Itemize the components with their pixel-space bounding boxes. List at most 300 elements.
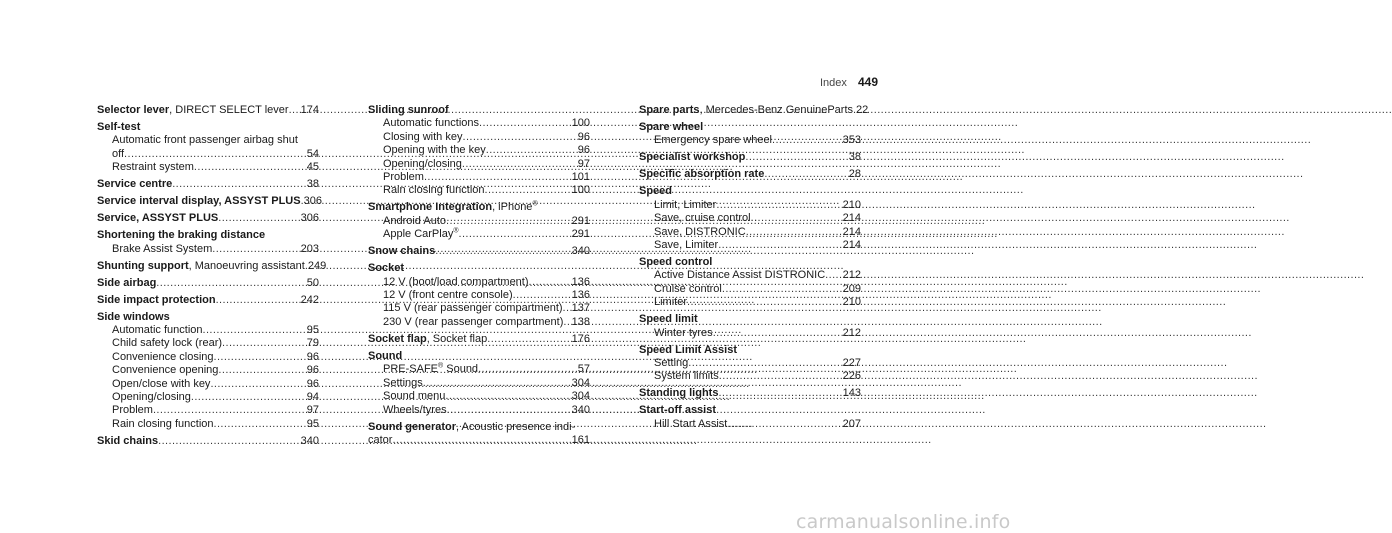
subentry-text: Convenience closing <box>112 350 214 363</box>
page-header <box>820 76 878 90</box>
entry-text <box>639 121 703 134</box>
dot-leader <box>194 161 304 174</box>
index-subentry <box>97 418 319 431</box>
dot-leader <box>688 357 839 370</box>
entry-text <box>97 260 305 273</box>
entry-text <box>112 324 203 337</box>
page-ref: 207 <box>842 417 861 430</box>
index-entry <box>368 104 590 198</box>
page-ref: 340 <box>300 434 319 447</box>
subentry-text: PRE-SAFE <box>383 363 439 376</box>
dot-leader <box>423 377 569 390</box>
index-entry <box>368 421 590 448</box>
index-subentry <box>639 239 861 252</box>
index-entry <box>97 121 319 175</box>
entry-reference: , Acoustic presence indi- <box>456 420 576 433</box>
page-ref: 22 <box>856 104 869 116</box>
page-ref: 100 <box>571 184 590 197</box>
subentry-text: Open/close with key <box>112 377 211 390</box>
entry-heading: Sound generator <box>368 420 457 433</box>
entry-heading: Service centre <box>97 178 173 191</box>
page-ref: 138 <box>571 315 590 328</box>
dot-leader <box>424 171 569 184</box>
subentry-text: Setting <box>654 357 689 370</box>
entry-text <box>654 357 688 370</box>
subentry-text: Limiter <box>654 296 688 309</box>
entry-text <box>97 121 140 134</box>
index-entry-line <box>368 245 590 258</box>
entry-text <box>97 178 172 191</box>
index-subentry <box>639 212 861 225</box>
index-subentry <box>639 283 861 296</box>
entry-text <box>639 313 698 326</box>
dot-leader <box>445 390 568 403</box>
entry-heading: Service, ASSYST PLUS <box>97 212 219 225</box>
dot-leader <box>529 276 569 289</box>
subentry-text: off <box>112 147 125 160</box>
index-entry-line <box>97 259 327 273</box>
page-ref: 96 <box>306 377 319 390</box>
entry-text <box>368 104 449 117</box>
dot-leader <box>218 212 297 225</box>
entry-text <box>654 418 727 431</box>
page-ref: 304 <box>571 390 590 403</box>
dot-leader <box>216 294 298 307</box>
index-entry <box>97 229 319 256</box>
page-ref: 96 <box>577 130 590 143</box>
subentry-text: Opening/closing <box>383 157 462 170</box>
entry-text <box>654 239 718 252</box>
index-subentry <box>97 337 319 350</box>
index-entry-heading <box>97 121 319 134</box>
entry-text <box>383 363 478 376</box>
index-entry <box>97 259 327 273</box>
subentry-text: Brake Assist System <box>112 242 213 255</box>
index-entry-heading <box>97 311 319 324</box>
dot-leader <box>153 404 304 417</box>
index-entry-heading <box>368 201 590 214</box>
entry-text <box>383 404 447 417</box>
index-entry <box>639 185 861 252</box>
dot-leader <box>719 370 840 383</box>
subentry-text: Automatic front passenger airbag shut <box>112 134 298 147</box>
entry-text <box>97 229 265 242</box>
page-ref: 214 <box>842 212 861 225</box>
entry-text <box>368 421 575 434</box>
entry-continuation: cator <box>368 433 393 446</box>
page-number: 449 <box>857 75 878 89</box>
index-subentry <box>639 370 861 383</box>
index-entry <box>97 104 319 117</box>
subentry-text: 115 V (rear passenger compartment) <box>383 302 563 315</box>
entry-text <box>639 256 712 269</box>
index-subentry <box>97 243 319 256</box>
entry-text <box>639 404 716 417</box>
dot-leader <box>746 226 840 239</box>
page-ref: 96 <box>577 144 590 157</box>
subentry-text: Opening with the key <box>383 144 486 157</box>
entry-heading: Side airbag <box>97 276 157 289</box>
subentry-text: Active Distance Assist DISTRONIC <box>654 269 826 282</box>
entry-heading: Side windows <box>97 310 170 323</box>
dot-leader <box>487 333 568 346</box>
entry-text <box>383 144 486 157</box>
entry-text <box>639 104 853 117</box>
page-ref: 353 <box>842 134 861 147</box>
subentry-text: Problem <box>383 171 424 184</box>
dot-leader <box>158 435 298 448</box>
entry-text <box>383 390 445 403</box>
index-entry-line <box>368 434 590 447</box>
subentry-text: Sound menu <box>383 390 446 403</box>
entry-text <box>112 337 222 350</box>
subentry-text: Apple CarPlay <box>383 228 454 241</box>
entry-text <box>383 117 479 130</box>
entry-heading: Spare wheel <box>639 121 704 133</box>
subentry-text: 12 V (front centre console) <box>383 289 513 302</box>
index-entry <box>639 387 861 400</box>
index-subentry <box>368 289 590 302</box>
dot-leader <box>722 283 840 296</box>
page-ref: 54 <box>306 147 319 160</box>
subentry-text: Restraint system <box>112 161 194 174</box>
index-entry <box>639 168 861 181</box>
entry-text <box>97 212 218 225</box>
entry-text <box>97 277 156 290</box>
entry-text <box>639 168 764 181</box>
index-entry-line <box>97 212 319 225</box>
page-ref: 242 <box>300 293 319 306</box>
entry-text <box>112 148 124 161</box>
entry-text <box>654 327 713 340</box>
subentry-text: Rain closing function <box>383 184 485 197</box>
index-entry <box>639 313 861 340</box>
dot-leader <box>446 215 569 228</box>
index-subentry <box>639 134 861 147</box>
page-ref: 79 <box>306 337 319 350</box>
index-subentry <box>368 390 590 403</box>
page-ref: 96 <box>306 364 319 377</box>
index-subentry <box>368 363 590 376</box>
subentry-text: System limits <box>654 370 719 383</box>
dot-leader <box>772 134 840 147</box>
dot-leader <box>289 104 298 117</box>
registered-mark: ® <box>532 200 538 208</box>
index-entry <box>639 151 861 164</box>
subentry-text: Android Auto <box>383 214 446 227</box>
entry-heading: Sound <box>368 349 403 362</box>
entry-text <box>97 294 216 307</box>
dot-leader <box>191 391 304 404</box>
dot-leader <box>214 351 304 364</box>
dot-leader <box>156 277 303 290</box>
page-ref: 249 <box>307 259 327 272</box>
entry-heading: Standing lights <box>639 387 719 400</box>
dot-leader <box>218 364 303 377</box>
index-entry <box>368 350 590 417</box>
entry-text <box>383 289 513 302</box>
index-entry <box>368 333 590 346</box>
entry-text <box>368 434 392 447</box>
entry-text <box>368 262 404 275</box>
entry-text <box>112 391 191 404</box>
dot-leader <box>447 404 569 417</box>
page-ref: 340 <box>571 403 590 416</box>
entry-text <box>112 161 194 174</box>
index-entry <box>368 201 590 241</box>
index-entry-line <box>97 178 319 191</box>
page-ref: 95 <box>306 324 319 337</box>
subentry-text: 230 V (rear passenger compartment) <box>383 315 564 328</box>
page-ref: 210 <box>842 296 861 309</box>
entry-text <box>112 243 212 256</box>
dot-leader <box>716 199 839 212</box>
page-ref: 210 <box>842 198 861 211</box>
entry-text <box>654 296 687 309</box>
page-ref: 227 <box>842 357 861 370</box>
entry-reference: , Mercedes-Benz GenuineParts <box>699 104 853 116</box>
entry-text <box>112 351 214 364</box>
subentry-text: Convenience opening <box>112 364 219 377</box>
page-ref: 57 <box>577 363 590 376</box>
subentry-text: Automatic function <box>112 324 203 337</box>
dot-leader <box>486 144 575 157</box>
index-subentry <box>97 161 319 174</box>
index-column-1 <box>97 104 327 452</box>
dot-leader <box>203 324 304 337</box>
index-entry-heading <box>639 404 861 417</box>
entry-heading: Skid chains <box>97 434 159 447</box>
subentry-text: Problem <box>112 404 153 417</box>
entry-text <box>383 184 485 197</box>
entry-text <box>97 435 158 448</box>
entry-heading: Smartphone Integration <box>368 201 493 214</box>
index-subentry <box>368 171 590 184</box>
page-ref: 97 <box>306 404 319 417</box>
index-entry <box>97 178 319 191</box>
index-subentry <box>368 158 590 171</box>
entry-text <box>639 151 745 164</box>
entry-text <box>639 387 718 400</box>
page-ref: 214 <box>842 239 861 252</box>
subentry-text: Rain closing function <box>112 417 214 430</box>
subentry-text: Automatic functions <box>383 117 479 130</box>
subentry-text: Cruise control <box>654 282 722 295</box>
entry-text <box>97 311 170 324</box>
entry-text <box>654 199 716 212</box>
index-entry <box>639 404 861 431</box>
index-entry <box>97 212 319 225</box>
dot-leader <box>478 363 575 376</box>
entry-text <box>383 228 459 241</box>
index-subentry <box>639 269 861 282</box>
entry-heading: Shunting support <box>97 259 189 272</box>
index-subentry <box>639 199 861 212</box>
page-ref: 161 <box>571 433 590 446</box>
dot-leader <box>718 387 839 400</box>
index-entry-line <box>97 195 322 208</box>
index-subentry <box>639 418 861 431</box>
entry-text <box>383 215 446 228</box>
entry-text <box>112 418 214 431</box>
entry-text <box>654 226 746 239</box>
index-subentry <box>639 296 861 309</box>
index-subentry <box>97 351 319 364</box>
index-subentry <box>97 324 319 337</box>
dot-leader <box>713 327 840 340</box>
index-entry-heading <box>639 256 861 269</box>
entry-text <box>654 283 722 296</box>
entry-text <box>654 370 719 383</box>
index-subentry <box>368 131 590 144</box>
subentry-text: 12 V (boot/load compartment) <box>383 275 529 288</box>
index-subentry <box>368 144 590 157</box>
dot-leader <box>727 418 839 431</box>
subentry-text: Closing with key <box>383 130 463 143</box>
index-subentry <box>97 148 319 161</box>
subentry-text: Save, DISTRONIC <box>654 225 746 238</box>
page-ref: 304 <box>571 376 590 389</box>
page-ref: 38 <box>848 151 861 164</box>
index-entry <box>639 121 861 148</box>
entry-heading: Speed <box>639 185 673 198</box>
subentry-text-cont: Sound <box>443 363 479 376</box>
index-column-3 <box>639 104 869 435</box>
entry-text <box>368 245 435 258</box>
entry-text <box>383 276 529 289</box>
subentry-text: Save, cruise control <box>654 212 751 225</box>
dot-leader <box>479 117 569 130</box>
subentry-text: Wheels/tyres <box>383 403 447 416</box>
entry-heading: Specialist workshop <box>639 151 746 164</box>
index-subentry <box>368 117 590 130</box>
entry-heading: Start-off assist <box>639 404 717 417</box>
entry-text <box>639 185 672 198</box>
page-ref: 212 <box>842 326 861 339</box>
dot-leader <box>687 296 840 309</box>
page-ref: 306 <box>303 195 322 208</box>
index-entry <box>97 277 319 290</box>
entry-text <box>654 134 772 147</box>
entry-reference: , Socket flap <box>426 332 488 345</box>
subentry-text: Limit, Limiter <box>654 198 717 211</box>
entry-text <box>112 378 210 391</box>
entry-reference: , Manoeuvring assistant <box>188 259 305 272</box>
entry-text <box>654 212 751 225</box>
index-subentry <box>639 327 861 340</box>
page-ref: 94 <box>306 391 319 404</box>
page-ref: 45 <box>306 161 319 174</box>
page-ref: 143 <box>842 387 861 400</box>
page-ref: 212 <box>842 269 861 282</box>
entry-heading: Speed control <box>639 256 713 269</box>
dot-leader <box>459 228 569 241</box>
page-ref: 340 <box>571 245 590 258</box>
index-subentry <box>368 184 590 197</box>
entry-text <box>639 344 737 357</box>
index-entry-heading <box>97 229 319 242</box>
index-subentry <box>97 364 319 377</box>
entry-text <box>112 364 218 377</box>
index-subentry <box>639 226 861 239</box>
subentry-text: Child safety lock (rear) <box>112 337 223 350</box>
registered-mark: ® <box>453 227 459 235</box>
index-entry <box>639 344 861 384</box>
page-ref: 97 <box>577 157 590 170</box>
index-subentry <box>97 404 319 417</box>
index-entry-heading <box>639 344 861 357</box>
index-entry <box>368 262 590 329</box>
watermark: carmanualsonline.info <box>796 511 1011 533</box>
dot-leader <box>298 134 319 147</box>
index-entry <box>97 195 322 208</box>
index-subentry <box>368 302 590 315</box>
entry-heading: Snow chains <box>368 245 436 258</box>
index-subentry <box>639 357 861 370</box>
page-ref: 176 <box>571 332 590 345</box>
entry-text <box>383 316 563 329</box>
entry-text <box>383 302 563 315</box>
dot-leader <box>214 418 304 431</box>
index-entry-line <box>639 387 861 400</box>
index-subentry <box>368 316 590 329</box>
page-ref: 136 <box>571 275 590 288</box>
entry-text <box>368 350 402 363</box>
subentry-text: Save, Limiter <box>654 239 719 252</box>
index-subentry <box>368 276 590 289</box>
entry-text <box>383 131 462 144</box>
index-entry-line <box>97 104 319 117</box>
page-ref: 95 <box>306 417 319 430</box>
dot-leader <box>210 378 303 391</box>
page-ref: 214 <box>842 225 861 238</box>
index-entry-line <box>368 421 590 434</box>
page-ref: 306 <box>300 212 319 225</box>
section-label: Index <box>819 77 847 89</box>
entry-text <box>383 171 424 184</box>
index-subentry <box>368 377 590 390</box>
index-entry-heading <box>639 313 861 326</box>
page-ref: 174 <box>300 104 319 116</box>
dot-leader <box>222 337 304 350</box>
entry-heading: Spare parts <box>639 104 700 116</box>
dot-leader <box>435 245 568 258</box>
page-ref: 291 <box>571 214 590 227</box>
entry-heading: Service interval display, ASSYST PLUS <box>97 195 301 208</box>
entry-text <box>654 269 825 282</box>
entry-heading: Sliding sunroof <box>368 104 449 116</box>
subentry-text: Opening/closing <box>112 391 191 404</box>
entry-heading: Self-test <box>97 121 141 133</box>
index-entry-line <box>368 333 590 346</box>
index-entry <box>97 294 319 307</box>
index-entry <box>97 435 319 448</box>
page-ref: 137 <box>571 302 590 315</box>
index-entry-heading <box>639 185 861 198</box>
dot-leader <box>718 239 839 252</box>
entry-text <box>112 404 153 417</box>
page-ref: 226 <box>842 370 861 383</box>
index-entry-heading <box>368 262 590 275</box>
dot-leader <box>392 434 568 447</box>
dot-leader <box>124 148 304 161</box>
index-subentry <box>97 391 319 404</box>
dot-leader <box>575 421 590 434</box>
entry-text <box>97 195 301 208</box>
dot-leader <box>212 243 297 256</box>
entry-reference: , iPhone <box>492 201 533 214</box>
subentry-text: Settings <box>383 376 423 389</box>
